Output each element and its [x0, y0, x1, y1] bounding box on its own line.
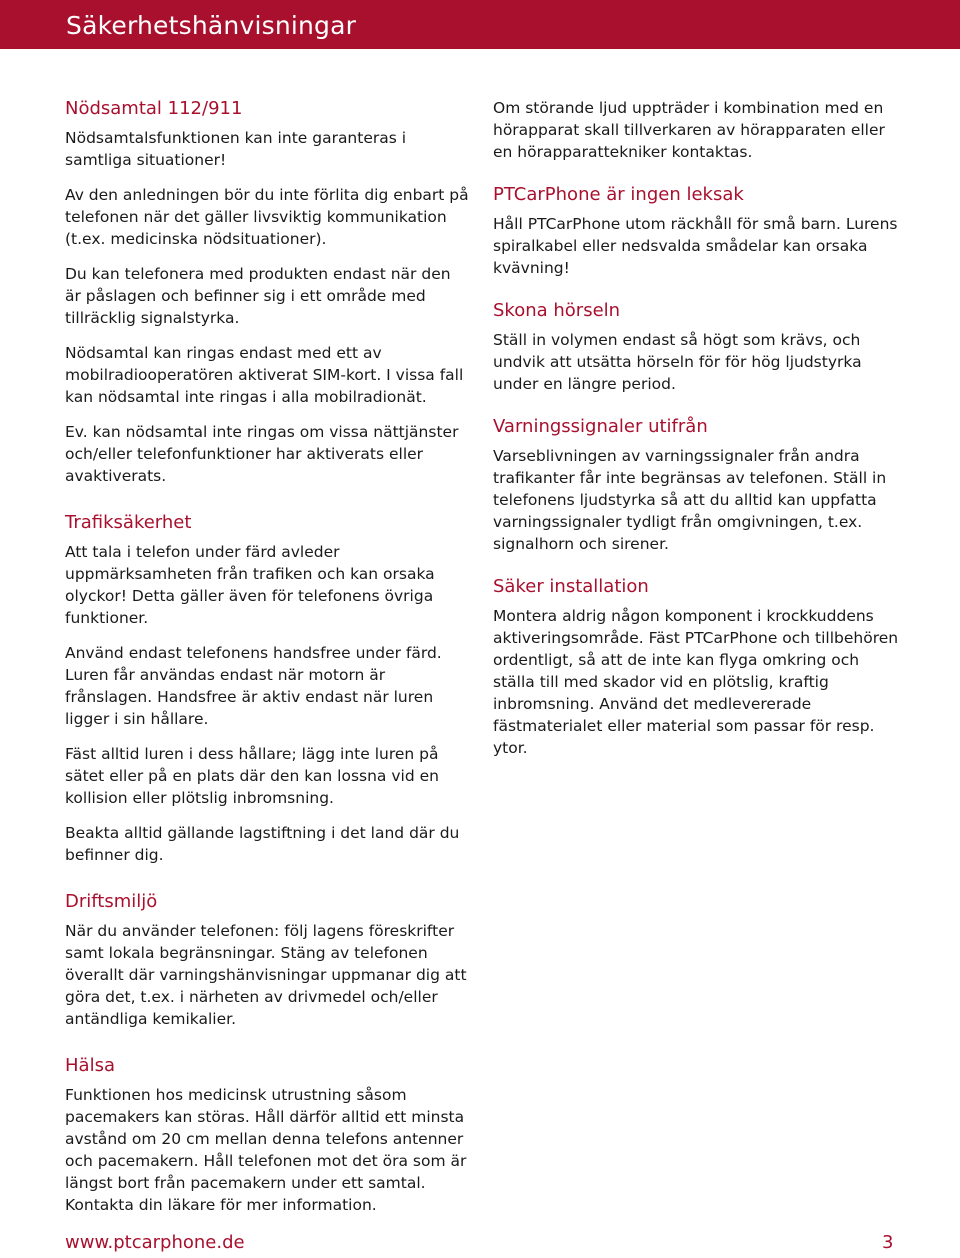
right-column [493, 97, 903, 779]
section-emergency-calls [65, 97, 470, 487]
section-heading: Hälsa [65, 1055, 115, 1076]
paragraph: Ställ in volymen endast så högt som krävs, och undvik att utsätta hörseln för för hög ljudstyrka under en längre period. [493, 331, 862, 393]
section-heading: PTCarPhone är ingen leksak [493, 184, 744, 205]
section-protect-hearing [493, 299, 903, 395]
section-warning-signals [493, 415, 903, 555]
section-heading: Driftsmiljö [65, 891, 158, 912]
section-heading: Nödsamtal 112/911 [65, 98, 243, 119]
page-title: Säkerhetshänvisningar [66, 11, 357, 40]
page-number: 3 [882, 1232, 894, 1253]
paragraph: Av den anledningen bör du inte förlita dig enbart på telefonen när det gäller livsviktig kommunikation (t.ex. medicinska nödsituationer). [65, 186, 469, 248]
section-heading: Skona hörseln [493, 300, 621, 321]
section-safe-installation [493, 575, 903, 759]
section-heading: Säker installation [493, 576, 649, 597]
paragraph: Om störande ljud uppträder i kombination med en hörapparat skall tillverkaren av hörapparaten eller en hörapparattekniker kontaktas. [493, 99, 885, 161]
section-hearing-aid [493, 97, 903, 163]
header-bar [0, 0, 960, 49]
paragraph: Varseblivningen av varningssignaler från andra trafikanter får inte begränsas av telefonen. Ställ in telefonens ljudstyrka så att du alltid kan uppfatta varningssignaler tydligt från omgivningen, t.ex. signalhorn och sirener. [493, 447, 887, 553]
paragraph: Du kan telefonera med produkten endast när den är påslagen och befinner sig i ett område med tillräcklig signalstyrka. [65, 265, 451, 327]
section-health [65, 1054, 470, 1216]
paragraph: Montera aldrig någon komponent i krockkuddens aktiveringsområde. Fäst PTCarPhone och tillbehören ordentligt, så att de inte kan flyga omkring och ställa till med skador vid en plötslig, kraftig inbromsning. Använd det medlevererade fästmaterialet eller material som passar för resp. ytor. [493, 607, 899, 757]
section-heading: Trafiksäkerhet [65, 512, 192, 533]
section-operating-environment [65, 890, 470, 1030]
paragraph: Nödsamtal kan ringas endast med ett av mobilradiooperatören aktiverat SIM-kort. I vissa fall kan nödsamtal inte ringas i alla mobilradionät. [65, 344, 464, 406]
section-not-a-toy [493, 183, 903, 279]
paragraph: Nödsamtalsfunktionen kan inte garanteras i samtliga situationer! [65, 129, 407, 169]
paragraph: Fäst alltid luren i dess hållare; lägg inte luren på sätet eller på en plats där den kan lossna vid en kollision eller plötslig inbromsning. [65, 745, 439, 807]
footer-url: www.ptcarphone.de [65, 1232, 245, 1253]
paragraph: När du använder telefonen: följ lagens föreskrifter samt lokala begränsningar. Stäng av telefonen överallt där varningshänvisningar uppmanar dig att göra det, t.ex. i närheten av drivmedel och/eller antändliga kemikalier. [65, 922, 467, 1028]
section-heading: Varningssignaler utifrån [493, 416, 708, 437]
paragraph: Använd endast telefonens handsfree under färd. Luren får användas endast när motorn är frånslagen. Handsfree är aktiv endast när luren ligger i sin hållare. [65, 644, 442, 728]
paragraph: Att tala i telefon under färd avleder uppmärksamheten från trafiken och kan orsaka olyckor! Detta gäller även för telefonens övriga funktioner. [65, 543, 435, 627]
paragraph: Håll PTCarPhone utom räckhåll för små barn. Lurens spiralkabel eller nedsvalda smådelar kan orsaka kvävning! [493, 215, 898, 277]
left-column [65, 97, 470, 1240]
paragraph: Funktionen hos medicinsk utrustning såsom pacemakers kan störas. Håll därför alltid ett minsta avstånd om 20 cm mellan denna telefons antenner och pacemakern. Håll telefonen mot det öra som är längst bort från pacemakern under ett samtal. Kontakta din läkare för mer information. [65, 1086, 467, 1214]
section-traffic-safety [65, 511, 470, 866]
paragraph: Ev. kan nödsamtal inte ringas om vissa nättjänster och/eller telefonfunktioner har aktiverats eller avaktiverats. [65, 423, 459, 485]
paragraph: Beakta alltid gällande lagstiftning i det land där du befinner dig. [65, 824, 460, 864]
